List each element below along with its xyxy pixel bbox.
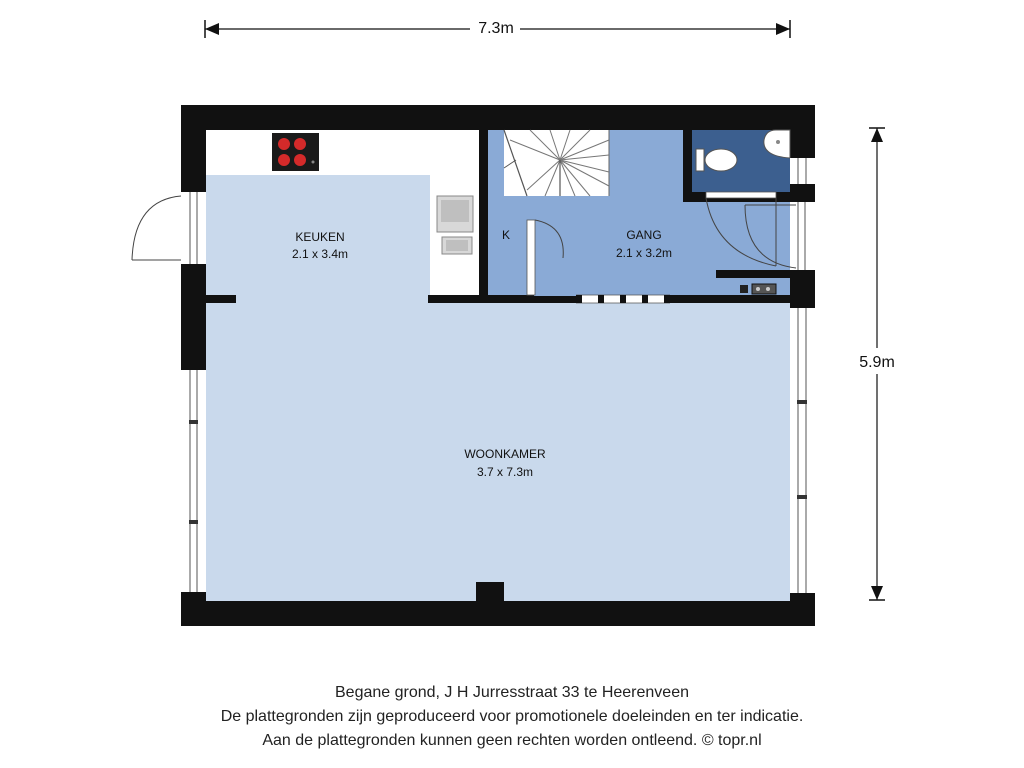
caption-line-3: Aan de plattegronden kunnen geen rechten worden ontleend. © topr.nl: [262, 732, 762, 749]
gang-glass-partition: [576, 295, 670, 303]
keuken-size: 2.1 x 3.4m: [291, 247, 349, 261]
staircase-icon: [504, 130, 609, 196]
toilet-window: [790, 158, 815, 184]
sink-icon: [437, 196, 473, 254]
meter-cupboard-icon: [737, 282, 782, 295]
caption-line-1: Begane grond, J H Jurresstraat 33 te Heerenveen: [335, 684, 689, 701]
kast-name: K: [501, 228, 511, 242]
toilet-icon: [696, 149, 737, 171]
width-label: 7.3m: [478, 20, 514, 37]
height-label: 5.9m: [859, 354, 895, 371]
woonkamer-size: 3.7 x 7.3m: [476, 465, 534, 479]
height-dimension: [859, 128, 895, 600]
keuken-name: KEUKEN: [295, 230, 345, 244]
woonkamer-name: WOONKAMER: [464, 447, 546, 461]
gang-size: 2.1 x 3.2m: [615, 246, 673, 260]
cooktop-icon: [272, 133, 319, 171]
woonkamer-left-window: [181, 370, 206, 592]
gang-name: GANG: [626, 228, 662, 242]
width-dimension: [205, 20, 790, 38]
caption-line-2: De plattegronden zijn geproduceerd voor promotionele doeleinden en ter indicatie.: [220, 708, 804, 725]
keuken-side-door: [132, 192, 206, 264]
woonkamer-right-window: [790, 308, 815, 593]
